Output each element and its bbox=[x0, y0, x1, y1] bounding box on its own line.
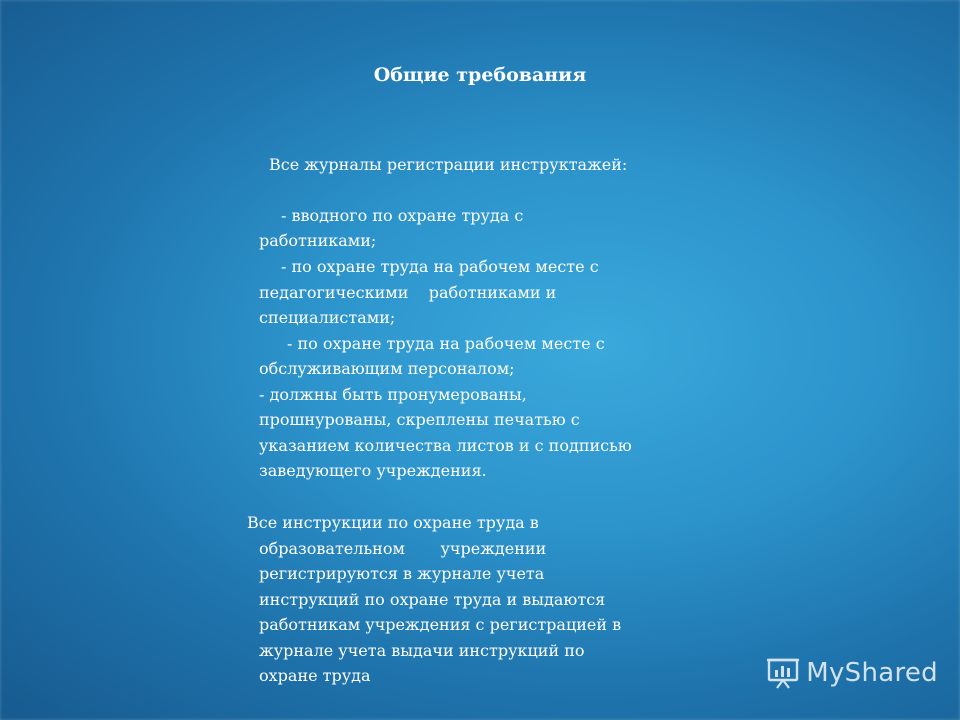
text-line: специалистами; bbox=[259, 308, 396, 327]
text-line: журнале учета выдачи инструкций по bbox=[259, 641, 585, 660]
text-line: педагогическими работниками и bbox=[259, 283, 557, 302]
text-line: Все журналы регистрации инструктажей: bbox=[269, 155, 628, 174]
text-line: инструкций по охране труда и выдаются bbox=[259, 590, 606, 609]
text-line: - должны быть пронумерованы, bbox=[259, 385, 527, 404]
text-line: обслуживающим персоналом; bbox=[259, 359, 515, 378]
text-line: указанием количества листов и с подписью bbox=[259, 436, 632, 455]
text-line: - по охране труда на рабочем месте с bbox=[281, 257, 599, 276]
text-line: заведующего учреждения. bbox=[259, 461, 487, 480]
text-line: регистрируются в журнале учета bbox=[259, 564, 545, 583]
text-line: прошнурованы, скреплены печатью с bbox=[259, 410, 580, 429]
slide-title: Общие требования bbox=[373, 64, 587, 86]
text-line: - вводного по охране труда с bbox=[281, 206, 524, 225]
text-line: - по охране труда на рабочем месте с bbox=[287, 334, 605, 353]
text-line: работниками; bbox=[259, 231, 377, 250]
text-line: Все инструкции по охране труда в bbox=[247, 513, 539, 532]
text-line: охране труда bbox=[259, 666, 371, 685]
text-line: образовательном учреждении bbox=[259, 539, 547, 558]
watermark-text: MyShared bbox=[806, 658, 938, 688]
text-line: работникам учреждения с регистрацией в bbox=[259, 615, 622, 634]
presentation-board-icon bbox=[766, 656, 800, 690]
watermark-logo bbox=[766, 656, 938, 690]
